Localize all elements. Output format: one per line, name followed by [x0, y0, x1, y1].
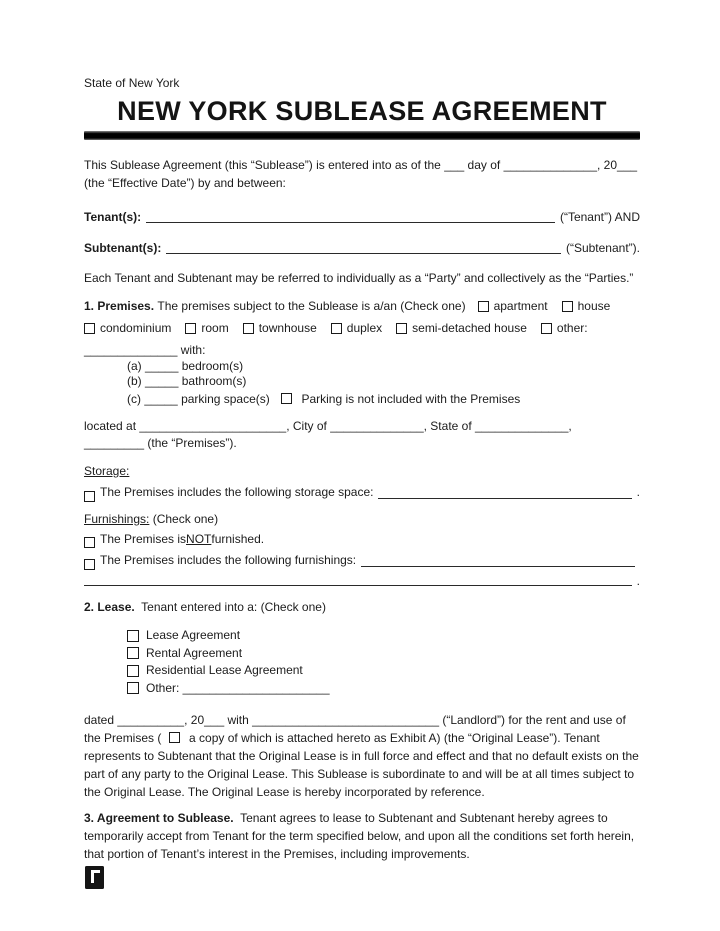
dated-line-2: the Premises ( a copy of which is attached hereto as Exhibit A) (the “Original Lease”). Tenant — [84, 731, 600, 745]
premises-type-label: apartment — [493, 299, 548, 313]
dated-line-4: part of any party to the Original Lease. This Sublease is subordinate to and will be at all times subject to — [84, 767, 635, 781]
checkbox-other[interactable] — [541, 323, 552, 334]
checkbox-room[interactable] — [185, 323, 196, 334]
bedrooms-line: (a) _____ bedroom(s) — [127, 359, 244, 373]
lease-lead: Tenant entered into a: (Check one) — [141, 600, 326, 614]
page-title: NEW YORK SUBLEASE AGREEMENT — [117, 96, 607, 126]
dated-line-1: dated __________, 20___ with ____________________________ (“Landlord”) for the rent and use of — [84, 713, 626, 727]
checkbox-exhibit-a[interactable] — [169, 732, 180, 743]
agreement-line-1: 3. Agreement to Sublease. Tenant agrees to lease to Subtenant and Subtenant hereby agrees to — [84, 811, 608, 825]
furnishings-heading: Furnishings: — [84, 512, 150, 526]
storage-heading: Storage: — [84, 464, 130, 478]
checkbox-rental-agreement[interactable] — [127, 647, 139, 659]
premises-heading-row — [84, 295, 640, 317]
furnishings-check-one: (Check one) — [152, 512, 219, 526]
furnishings-heading-line — [84, 511, 640, 527]
furnishings-blank-row: . — [84, 572, 640, 589]
agreement-line-3: that portion of Tenant’s interest in the Premises, including improvements. — [84, 847, 470, 861]
tenant-suffix: (“Tenant”) AND — [559, 210, 640, 224]
lease-option-row — [127, 645, 640, 663]
checkbox-residential-lease-agreement[interactable] — [127, 665, 139, 677]
checkbox-parking-not-included[interactable] — [281, 393, 292, 404]
checkbox-apartment[interactable] — [478, 301, 489, 312]
storage-text: The Premises includes the following storage space: — [100, 485, 374, 499]
parties-line: Each Tenant and Subtenant may be referred to individually as a “Party” and collectively as the “Parties.” — [84, 271, 634, 285]
premises-type-label: condominium — [100, 321, 172, 335]
dated-line-3: represents to Subtenant that the Original Lease is in full force and effect and that no default exists on the — [84, 749, 639, 763]
bathrooms-blank: _____ — [145, 374, 179, 388]
located-line-1: located at ______________________, City of ______________, State of ______________, — [84, 419, 572, 433]
premises-lead: The premises subject to the Sublease is a/an (Check one) — [157, 299, 466, 313]
checkbox-storage[interactable] — [84, 491, 95, 502]
located-line-2: _________ (the “Premises”). — [84, 436, 237, 450]
premises-types-row — [84, 317, 640, 339]
parking-checkbox-label: Parking is not included with the Premises — [301, 392, 521, 406]
subtenant-blank — [166, 240, 561, 254]
checkbox-condominium[interactable] — [84, 323, 95, 334]
lease-option-label: Rental Agreement — [146, 645, 243, 660]
subtenant-suffix: (“Subtenant”). — [565, 241, 640, 255]
lease-option-row — [127, 680, 640, 698]
parking-line: (c) _____ parking space(s) Parking is not included with the Premises — [127, 392, 521, 406]
agreement-to-sublease-paragraph — [84, 809, 640, 863]
not-furnished-line: The Premises is NOT furnished. — [84, 530, 640, 548]
checkbox-other-agreement[interactable] — [127, 682, 139, 694]
located-paragraph — [84, 418, 640, 452]
premises-heading: 1. Premises. — [84, 299, 155, 313]
premises-type-label: house — [577, 299, 611, 313]
checkbox-house[interactable] — [562, 301, 573, 312]
intro-line-2: (the “Effective Date”) by and between: — [84, 176, 286, 190]
premises-type-label: semi-detached house — [412, 321, 527, 335]
premises-type-label: room — [201, 321, 229, 335]
checkbox-furnished[interactable] — [84, 559, 95, 570]
intro-line-1: This Sublease Agreement (this “Sublease”) is entered into as of the ___ day of ______________, 20___ — [84, 158, 638, 172]
lease-option-label: Residential Lease Agreement — [146, 663, 303, 677]
lease-option-row — [127, 662, 640, 680]
checkbox-not-furnished[interactable] — [84, 537, 95, 548]
bedrooms-blank: _____ — [145, 359, 179, 373]
checkbox-duplex[interactable] — [331, 323, 342, 334]
lease-option-label: Other: ______________________ — [146, 680, 330, 695]
dated-paragraph — [84, 711, 640, 801]
agreement-line-2: temporarily accept from Tenant for the term specified below, and upon all the conditions set forth herein, — [84, 829, 635, 843]
not-emphasis: NOT — [186, 532, 212, 546]
dated-line-5: the Original Lease. The Original Lease is hereby incorporated by reference. — [84, 785, 485, 799]
intro-paragraph — [84, 156, 640, 192]
lease-option-label: Lease Agreement — [146, 628, 241, 642]
storage-blank — [378, 485, 631, 499]
checkbox-townhouse[interactable] — [243, 323, 254, 334]
premises-type-label: townhouse — [258, 321, 317, 335]
subtenant-label: Subtenant(s): — [84, 241, 162, 255]
agreement-heading: 3. Agreement to Sublease. — [84, 811, 234, 825]
title-rule — [84, 131, 640, 140]
lease-options — [84, 627, 640, 697]
legal-templates-logo-icon — [85, 866, 104, 889]
storage-line: The Premises includes the following storage space: . — [84, 482, 640, 502]
state-label: State of New York — [84, 76, 180, 90]
furnishings-text: The Premises includes the following furnishings: — [100, 553, 357, 567]
tenant-blank — [146, 209, 555, 223]
premises-type-label: other: — [556, 321, 588, 335]
subtenant-line — [84, 239, 640, 257]
lease-heading: 2. Lease. — [84, 600, 135, 614]
checkbox-semi-detached-house[interactable] — [396, 323, 407, 334]
parking-blank: _____ — [144, 392, 178, 406]
furnishings-blank-2 — [84, 572, 632, 586]
lease-heading-line — [84, 598, 640, 616]
premises-type-label: duplex — [346, 321, 383, 335]
bathrooms-line: (b) _____ bathroom(s) — [127, 374, 247, 388]
lease-option-row — [127, 627, 640, 645]
furnishings-line — [84, 550, 640, 570]
premises-other-blank-line: ______________ with: — [84, 343, 206, 357]
checkbox-lease-agreement[interactable] — [127, 630, 139, 642]
furnishings-blank-1 — [361, 553, 635, 567]
tenant-label: Tenant(s): — [84, 210, 142, 224]
tenant-line — [84, 208, 640, 226]
